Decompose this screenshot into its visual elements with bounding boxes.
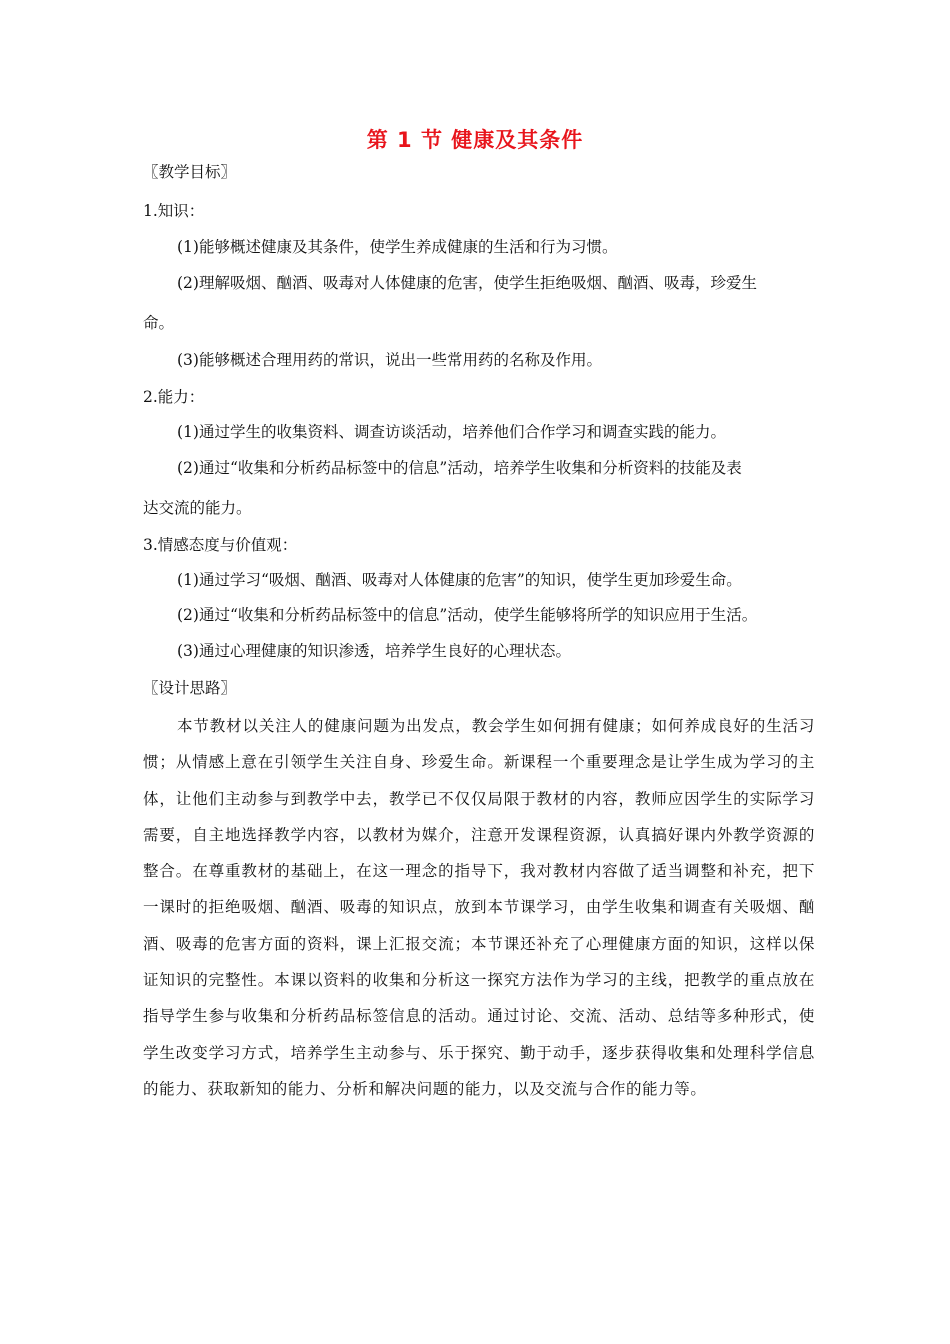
design-heading: 〖设计思路〗 xyxy=(143,679,237,697)
attitude-item-2: (2)通过“收集和分析药品标签中的信息”活动，使学生能够将所学的知识应用于生活。 xyxy=(177,606,758,624)
attitude-heading: 3.情感态度与价值观： xyxy=(143,536,298,554)
objectives-heading: 〖教学目标〗 xyxy=(143,163,237,181)
knowledge-item-1: (1)能够概述健康及其条件，使学生养成健康的生活和行为习惯。 xyxy=(177,238,618,256)
knowledge-item-3: (3)能够概述合理用药的常识，说出一些常用药的名称及作用。 xyxy=(177,351,602,369)
ability-item-2: (2)通过“收集和分析药品标签中的信息”活动，培养学生收集和分析资料的技能及表 xyxy=(177,459,742,477)
ability-item-2-continued: 达交流的能力。 xyxy=(143,499,252,517)
ability-heading: 2.能力： xyxy=(143,388,205,406)
page-title: 第 1 节 健康及其条件 xyxy=(366,128,584,152)
attitude-item-3: (3)通过心理健康的知识渗透，培养学生良好的心理状态。 xyxy=(177,642,571,660)
knowledge-item-2: (2)理解吸烟、酗酒、吸毒对人体健康的危害，使学生拒绝吸烟、酗酒、吸毒，珍爱生 xyxy=(177,274,757,292)
ability-item-1: (1)通过学生的收集资料、调查访谈活动，培养他们合作学习和调查实践的能力。 xyxy=(177,423,726,441)
attitude-item-1: (1)通过学习“吸烟、酗酒、吸毒对人体健康的危害”的知识，使学生更加珍爱生命。 xyxy=(177,571,742,589)
knowledge-heading: 1.知识： xyxy=(143,202,205,220)
knowledge-item-2-continued: 命。 xyxy=(143,314,175,332)
design-paragraph: 本节教材以关注人的健康问题为出发点，教会学生如何拥有健康；如何养成良好的生活习惯；从情感上意在引领学生关注自身、珍爱生命。新课程一个重要理念是让学生成为学习的主体，让他们主动参与到教学中去，教学已不仅仅局限于教材的内容，教师应因学生的实际学习需要，自主地选择教学内容，以教材为媒介，注意开发课程资源，认真搞好课内外教学资源的整合。在尊重教材的基础上，在这一理念的指导下，我对教材内容做了适当调整和补充，把下一课时的拒绝吸烟、酗酒、吸毒的知识点，放到本节课学习，由学生收集和调查有关吸烟、酗酒、吸毒的危害方面的资料，课上汇报交流；本节课还补充了心理健康方面的知识，这样以保证知识的完整性。本课以资料的收集和分析这一探究方法作为学习的主线，把教学的重点放在指导学生参与收集和分析药品标签信息的活动。通过讨论、交流、活动、总结等多种形式，使学生改变学习方式，培养学生主动参与、乐于探究、勤于动手，逐步获得收集和处理科学信息的能力、获取新知的能力、分析和解决问题的能力，以及交流与合作的能力等。 xyxy=(143,717,815,1098)
